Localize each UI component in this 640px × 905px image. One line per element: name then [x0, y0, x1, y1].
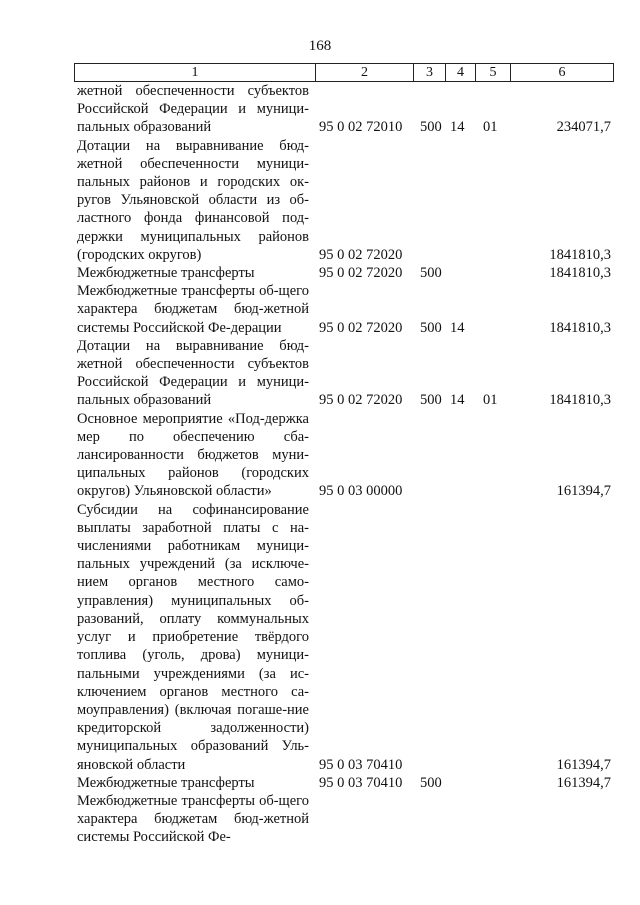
- row-vr: 500: [420, 119, 442, 136]
- page-number: 168: [308, 38, 332, 54]
- row-name: Межбюджетные трансферты: [77, 265, 255, 282]
- table-row: [77, 792, 614, 847]
- row-name: Межбюджетные трансферты об-щего характера бюджетам бюд-жетной системы Российской Фе-: [77, 792, 309, 846]
- row-sum: 1841810,3: [549, 265, 611, 282]
- row-sum: 234071,7: [556, 119, 611, 136]
- row-code: 95 0 02 72010: [319, 119, 403, 136]
- row-code: 95 0 02 72020: [319, 319, 403, 336]
- row-rz: 14: [450, 119, 465, 136]
- table-row: [77, 282, 614, 337]
- row-pr: 01: [483, 392, 498, 409]
- header-col-6: 6: [558, 65, 566, 80]
- row-name: Межбюджетные трансферты об-щего характера бюджетам бюд-жетной системы Российской Фе-дерации: [77, 283, 309, 336]
- table-row: [77, 774, 614, 792]
- row-name: Дотации на выравнивание бюд-жетной обеспеченности муници-пальных районов и городских ок-ругов Ульяновской области из об-ластного фонда финансовой под-держки муниципальных районов (городских округов): [77, 137, 309, 263]
- table-row: [77, 501, 614, 774]
- row-sum: 161394,7: [556, 774, 611, 791]
- table-row: [77, 264, 614, 282]
- header-col-3: 3: [414, 64, 446, 81]
- row-rz: 14: [450, 392, 465, 409]
- row-vr: 500: [420, 774, 442, 791]
- row-name: Основное мероприятие «Под-держка мер по обеспечению сба-лансированности бюджетов муни-ципальных районов (городских округов) Ульяновской области»: [77, 410, 309, 500]
- row-code: 95 0 03 70410: [319, 756, 403, 773]
- table-row: [77, 137, 614, 264]
- header-col-4: 4: [446, 64, 476, 81]
- table-header: [74, 63, 614, 82]
- table-row: [77, 337, 614, 410]
- row-sum: 1841810,3: [549, 246, 611, 263]
- row-code: 95 0 02 72020: [319, 265, 403, 282]
- row-name: Дотации на выравнивание бюд-жетной обеспеченности субъектов Российской Федерации и муници-пальных образований: [77, 337, 309, 409]
- row-sum: 161394,7: [556, 483, 611, 500]
- row-code: 95 0 03 70410: [319, 774, 403, 791]
- header-col-5: 5: [476, 64, 511, 81]
- row-vr: 500: [420, 265, 442, 282]
- header-col-2: 2: [316, 64, 414, 81]
- row-name: Субсидии на софинансирование выплаты заработной платы с на-числениями работникам муници-пальных учреждений (за исключе-нием органов местного само-управления) муниципальных об-разований, оплату коммунальных услуг и приобретение твёрдого топлива (уголь, дрова) муници-пальными учреждениями (за ис-ключением органов местного са-моуправления) (включая погаше-ние кредиторской задолженности) муниципальных образований Уль-яновской области: [77, 501, 309, 773]
- row-code: 95 0 02 72020: [319, 246, 403, 263]
- row-sum: 1841810,3: [549, 319, 611, 336]
- row-sum: 161394,7: [556, 756, 611, 773]
- row-vr: 500: [420, 319, 442, 336]
- table-row: [77, 410, 614, 501]
- row-code: 95 0 03 00000: [319, 483, 403, 500]
- table-body: [77, 82, 614, 847]
- row-name: жетной обеспеченности субъектов Российской Федерации и муници-пальных образований: [77, 83, 309, 136]
- header-col-1: 1: [75, 64, 316, 81]
- row-pr: 01: [483, 119, 498, 136]
- row-code: 95 0 02 72020: [319, 392, 403, 409]
- row-name: Межбюджетные трансферты: [77, 774, 255, 791]
- row-sum: 1841810,3: [549, 392, 611, 409]
- row-vr: 500: [420, 392, 442, 409]
- row-rz: 14: [450, 319, 465, 336]
- table-row: [77, 82, 614, 137]
